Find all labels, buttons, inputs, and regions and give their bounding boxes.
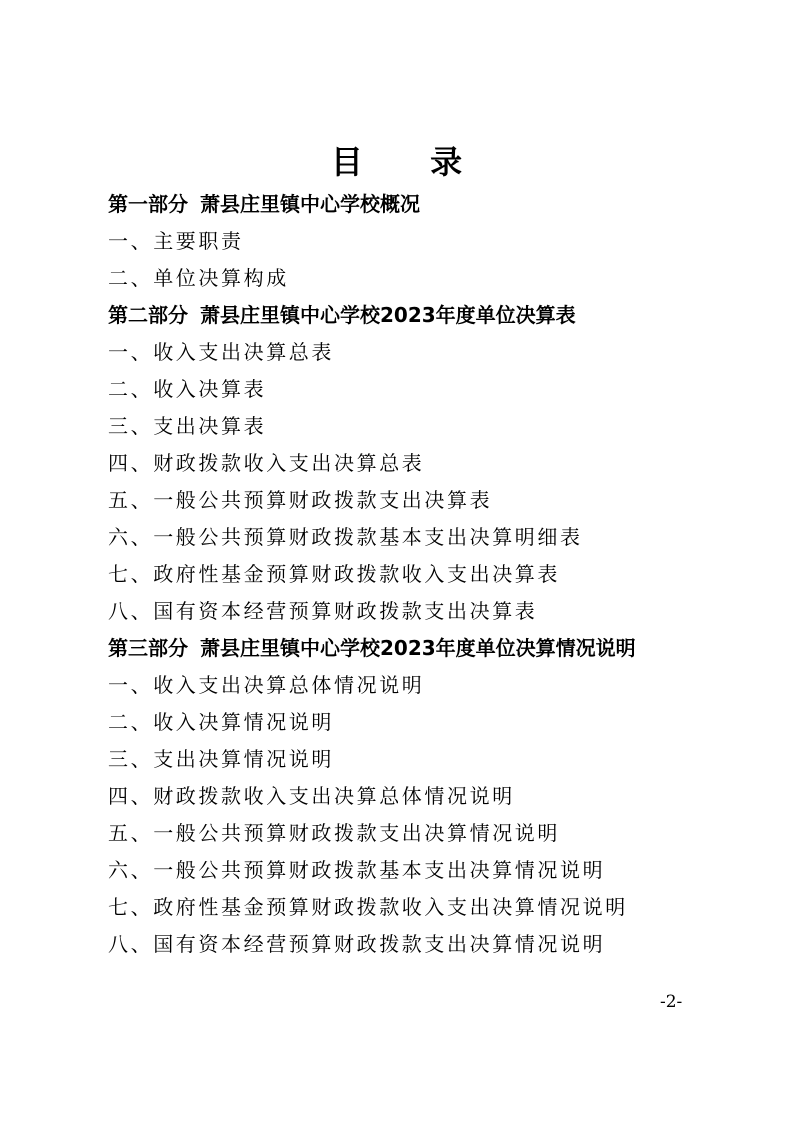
toc-part-2-heading[interactable] bbox=[108, 297, 708, 334]
toc-item[interactable]: 三、支出决算情况说明 bbox=[108, 747, 334, 771]
toc-item[interactable]: 一、收入支出决算总表 bbox=[108, 340, 334, 364]
toc-item[interactable]: 七、政府性基金预算财政拨款收入支出决算情况说明 bbox=[108, 895, 628, 919]
toc-part-title: 萧县庄里镇中心学校2023年度单位决算情况说明 bbox=[200, 636, 636, 660]
toc-part-title: 萧县庄里镇中心学校概况 bbox=[200, 192, 420, 216]
toc-item[interactable]: 一、主要职责 bbox=[108, 229, 244, 253]
toc-part-label: 第二部分 bbox=[108, 303, 188, 327]
toc-part-3-heading[interactable] bbox=[108, 630, 708, 667]
toc-item[interactable]: 五、一般公共预算财政拨款支出决算表 bbox=[108, 488, 493, 512]
toc-item[interactable]: 二、收入决算表 bbox=[108, 377, 267, 401]
toc-item[interactable]: 七、政府性基金预算财政拨款收入支出决算表 bbox=[108, 562, 560, 586]
toc-part-label: 第三部分 bbox=[108, 636, 188, 660]
table-of-contents bbox=[108, 186, 708, 963]
toc-item[interactable]: 六、一般公共预算财政拨款基本支出决算情况说明 bbox=[108, 858, 606, 882]
toc-item[interactable]: 二、单位决算构成 bbox=[108, 266, 289, 290]
toc-item[interactable]: 四、财政拨款收入支出决算总体情况说明 bbox=[108, 784, 515, 808]
page-title: 目 录 bbox=[330, 143, 491, 181]
toc-part-label: 第一部分 bbox=[108, 192, 188, 216]
toc-item[interactable]: 五、一般公共预算财政拨款支出决算情况说明 bbox=[108, 821, 560, 845]
toc-item[interactable]: 八、国有资本经营预算财政拨款支出决算情况说明 bbox=[108, 932, 606, 956]
toc-part-1-heading[interactable] bbox=[108, 186, 708, 223]
toc-item[interactable]: 二、收入决算情况说明 bbox=[108, 710, 334, 734]
toc-item[interactable]: 三、支出决算表 bbox=[108, 414, 267, 438]
toc-item[interactable]: 八、国有资本经营预算财政拨款支出决算表 bbox=[108, 599, 538, 623]
toc-item[interactable]: 六、一般公共预算财政拨款基本支出决算明细表 bbox=[108, 525, 583, 549]
toc-item[interactable]: 一、收入支出决算总体情况说明 bbox=[108, 673, 425, 697]
toc-item[interactable]: 四、财政拨款收入支出决算总表 bbox=[108, 451, 425, 475]
page-number: -2- bbox=[660, 992, 683, 1012]
toc-part-title: 萧县庄里镇中心学校2023年度单位决算表 bbox=[200, 303, 576, 327]
